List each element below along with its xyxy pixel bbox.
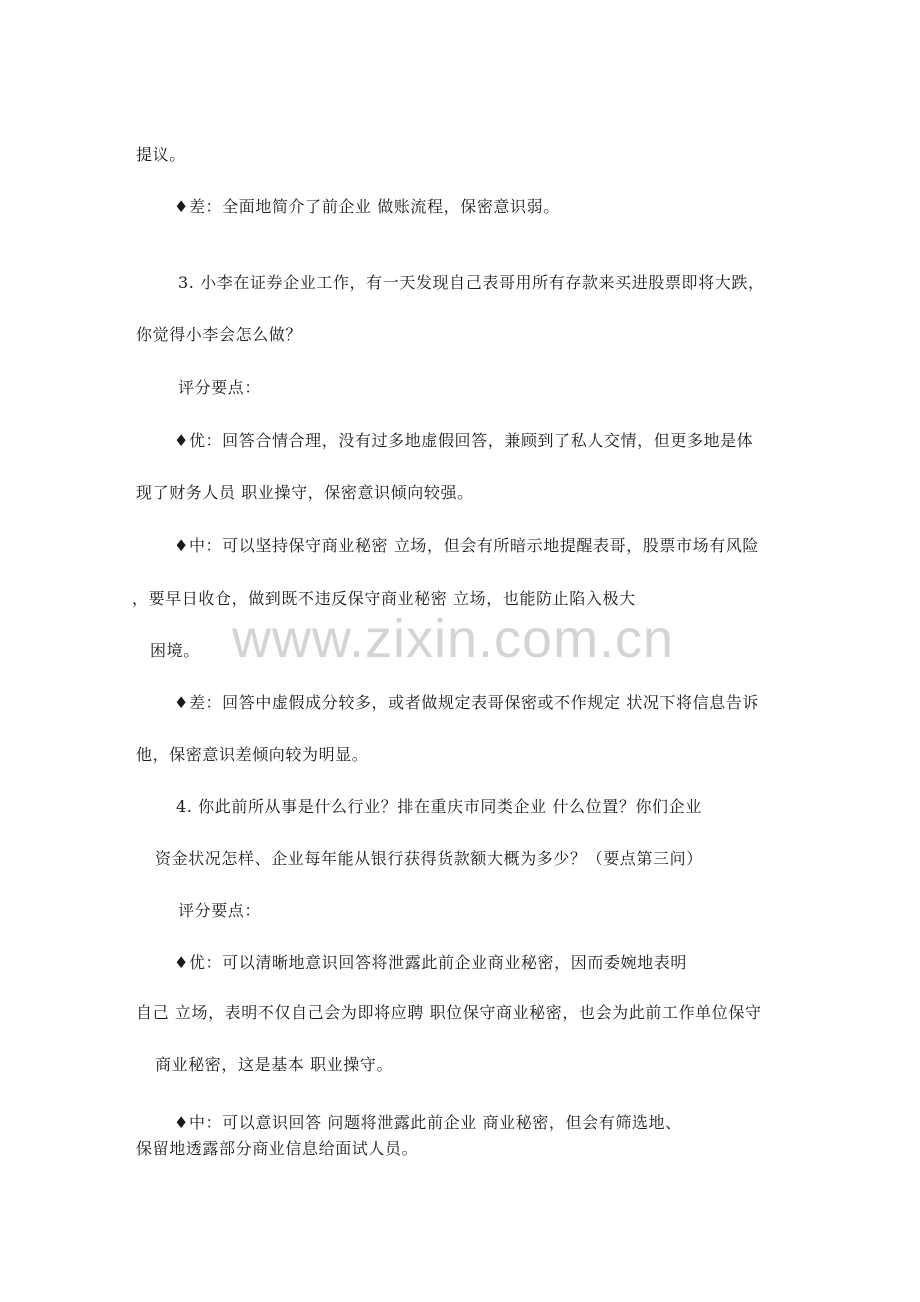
- text-line: 4. 你此前所从事是什么行业？排在重庆市同类企业 什么位置？你们企业: [176, 797, 702, 816]
- watermark-text: www.zixin.com.cn: [232, 609, 675, 669]
- text-line: ♦优：可以清晰地意识回答将泄露此前企业商业秘密，因而委婉地表明: [174, 953, 687, 972]
- text-line: ♦中：可以意识回答 问题将泄露此前企业 商业秘密，但会有筛选地、: [174, 1113, 682, 1132]
- text-line: 困境。: [150, 641, 200, 660]
- text-line: 评分要点：: [178, 378, 262, 397]
- text-line: ，要早日收仓，做到既不违反保守商业秘密 立场，也能防止陷入极大: [132, 589, 636, 608]
- text-line: 提议。: [136, 145, 186, 164]
- text-line: ♦中：可以坚持保守商业秘密 立场，但会有所暗示地提醒表哥，股票市场有风险: [174, 536, 760, 555]
- text-line: 资金状况怎样、企业每年能从银行获得货款额大概为多少？（要点第三问）: [155, 849, 703, 868]
- text-line: 现了财务人员 职业操守，保密意识倾向较强。: [136, 483, 474, 502]
- text-line: ♦差：回答中虚假成分较多，或者做规定表哥保密或不作规定 状况下将信息告诉: [174, 693, 760, 712]
- text-line: 保留地透露部分商业信息给面试人员。: [136, 1139, 419, 1158]
- text-line: 你觉得小李会怎么做？: [136, 325, 303, 344]
- text-line: ♦差：全面地简介了前企业 做账流程，保密意识弱。: [174, 197, 560, 216]
- text-line: 评分要点：: [178, 901, 262, 920]
- text-line: 3. 小李在证券企业工作，有一天发现自己表哥用所有存款来买进股票即将大跌，: [178, 273, 765, 292]
- text-line: 自己 立场，表明不仅自己会为即将应聘 职位保守商业秘密，也会为此前工作单位保守: [136, 1003, 762, 1022]
- text-line: ♦优：回答合情合理，没有过多地虚假回答，兼顾到了私人交情，但更多地是体: [174, 431, 754, 450]
- text-line: 商业秘密，这是基本 职业操守。: [155, 1055, 394, 1074]
- text-line: 他，保密意识差倾向较为明显。: [136, 745, 369, 764]
